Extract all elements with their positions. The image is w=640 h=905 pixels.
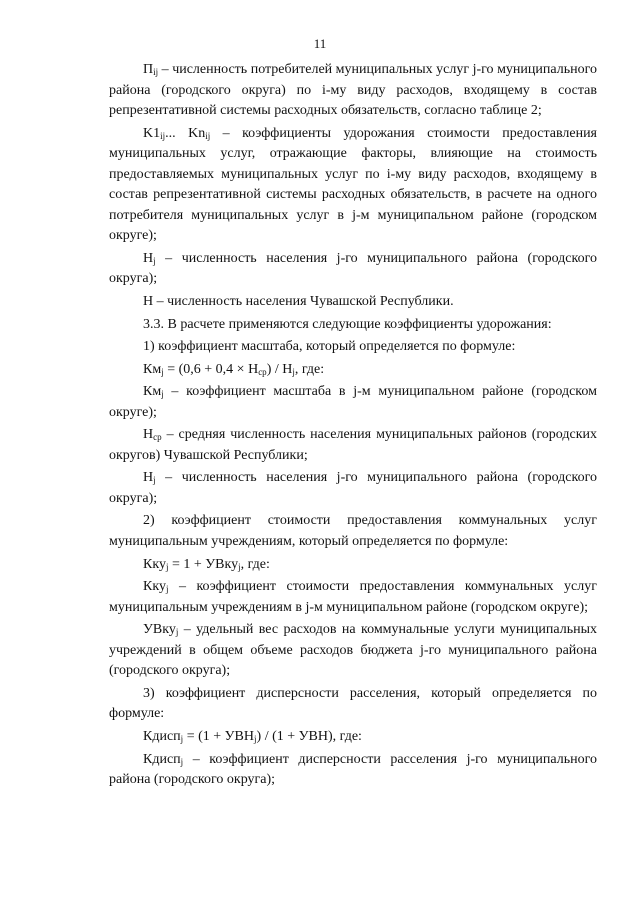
subscript: j bbox=[161, 366, 164, 377]
paragraph bbox=[109, 555, 597, 576]
paragraph-text: – численность потребителей муниципальных услуг j-го муниципального района (городского округа) по i-му виду расходов, входящему в состав репрезентативной системы расходных обязательств, согласно таблице 2; bbox=[109, 62, 597, 119]
paragraph-text: ... Kn bbox=[165, 125, 206, 141]
paragraph bbox=[109, 750, 597, 791]
paragraph-text: = (1 + УВН bbox=[183, 728, 255, 744]
paragraph-text: , где: bbox=[240, 556, 270, 572]
paragraph-text: – численность населения j-го муниципального района (городского округа); bbox=[109, 470, 597, 506]
subscript: ij bbox=[160, 130, 166, 141]
subscript: j bbox=[153, 255, 156, 266]
paragraph-text: Км bbox=[143, 361, 162, 377]
paragraph-text: = (0,6 + 0,4 × Н bbox=[163, 361, 259, 377]
paragraph bbox=[109, 620, 597, 682]
paragraph bbox=[109, 292, 597, 313]
subscript: ij bbox=[153, 67, 159, 77]
paragraph-text: Н – численность населения Чувашской Республики. bbox=[143, 294, 454, 310]
paragraph-text: 3) коэффициент дисперсности расселения, который определяется по формуле: bbox=[109, 685, 597, 722]
paragraph-text: Н bbox=[143, 250, 154, 266]
paragraph-text: – средняя численность населения муниципальных районов (городских округов) Чувашской Республики; bbox=[109, 427, 597, 463]
subscript: j bbox=[153, 475, 156, 486]
paragraph-text: Кку bbox=[143, 556, 166, 572]
paragraph-text: K1 bbox=[143, 125, 161, 141]
subscript: j bbox=[175, 627, 179, 638]
paragraph-text: 3.3. В расчете применяются следующие коэффициенты удорожания: bbox=[143, 316, 552, 332]
paragraph-text: – коэффициенты удорожания стоимости предоставления муниципальных услуг, отражающие факторы, влияющие на стоимость предоставляемых муниципальных услуг по i-му виду расходов, входящему в состав репрезентативной системы расходных обязательств, в расчете на одного потребителя муниципальных услуг в j-м муниципальном районе (городском округе); bbox=[109, 125, 597, 244]
paragraph-text: Кдисп bbox=[143, 751, 181, 767]
paragraph bbox=[109, 249, 597, 290]
paragraph bbox=[109, 382, 597, 423]
paragraph bbox=[109, 124, 597, 247]
paragraph-text: 1) коэффициент масштаба, который определяется по формуле: bbox=[143, 339, 516, 355]
page-number: 11 bbox=[313, 36, 327, 51]
subscript: ср bbox=[153, 432, 162, 443]
paragraph bbox=[109, 684, 597, 725]
paragraph-text: – удельный вес расходов на коммунальные услуги муниципальных учреждений в общем объеме расходов бюджета j-го муниципального района (городского округа); bbox=[109, 622, 597, 679]
subscript: j bbox=[165, 561, 169, 572]
subscript: j bbox=[165, 584, 169, 595]
paragraph-text: 2) коэффициент стоимости предоставления коммунальных услуг муниципальным учреждениям, который определяется по формуле: bbox=[109, 513, 597, 550]
subscript: j bbox=[238, 561, 241, 572]
paragraph-text: – коэффициент масштаба в j-м муниципальном районе (городском округе); bbox=[109, 384, 597, 420]
paragraph bbox=[109, 337, 597, 358]
paragraph-text: ) / Н bbox=[266, 361, 293, 377]
paragraph-text: УВку bbox=[143, 622, 176, 638]
subscript: j bbox=[254, 733, 257, 744]
subscript: ij bbox=[205, 130, 211, 141]
paragraph bbox=[109, 425, 597, 466]
paragraph-text: Кку bbox=[143, 579, 166, 595]
subscript: j bbox=[161, 389, 164, 400]
paragraph bbox=[109, 511, 597, 552]
paragraph-text: – численность населения j-го муниципального района (городского округа); bbox=[109, 250, 597, 287]
subscript: j bbox=[180, 756, 184, 767]
paragraph-text: – коэффициент стоимости предоставления коммунальных услуг муниципальным учреждениям в j-м муниципальном районе (городском округе); bbox=[109, 579, 597, 615]
paragraph bbox=[109, 315, 597, 336]
paragraph bbox=[109, 727, 597, 748]
paragraph-text: = 1 + УВку bbox=[168, 556, 239, 572]
subscript: ср bbox=[258, 366, 267, 377]
paragraph-text: Н bbox=[143, 470, 154, 486]
paragraph bbox=[109, 60, 597, 122]
paragraph-text: , где: bbox=[294, 361, 325, 377]
paragraph bbox=[109, 577, 597, 618]
paragraph-text: – коэффициент дисперсности расселения j-го муниципального района (городского округа); bbox=[109, 751, 597, 788]
paragraph-text: ) / (1 + УВН), где: bbox=[256, 728, 362, 744]
paragraph-text: П bbox=[143, 62, 154, 77]
page-body bbox=[109, 60, 597, 793]
paragraph-text: Кдисп bbox=[143, 728, 181, 744]
paragraph bbox=[109, 360, 597, 381]
paragraph-text: Км bbox=[143, 384, 162, 400]
subscript: j bbox=[180, 733, 184, 744]
subscript: j bbox=[292, 366, 295, 377]
paragraph-text: Н bbox=[143, 427, 154, 443]
paragraph bbox=[109, 468, 597, 509]
